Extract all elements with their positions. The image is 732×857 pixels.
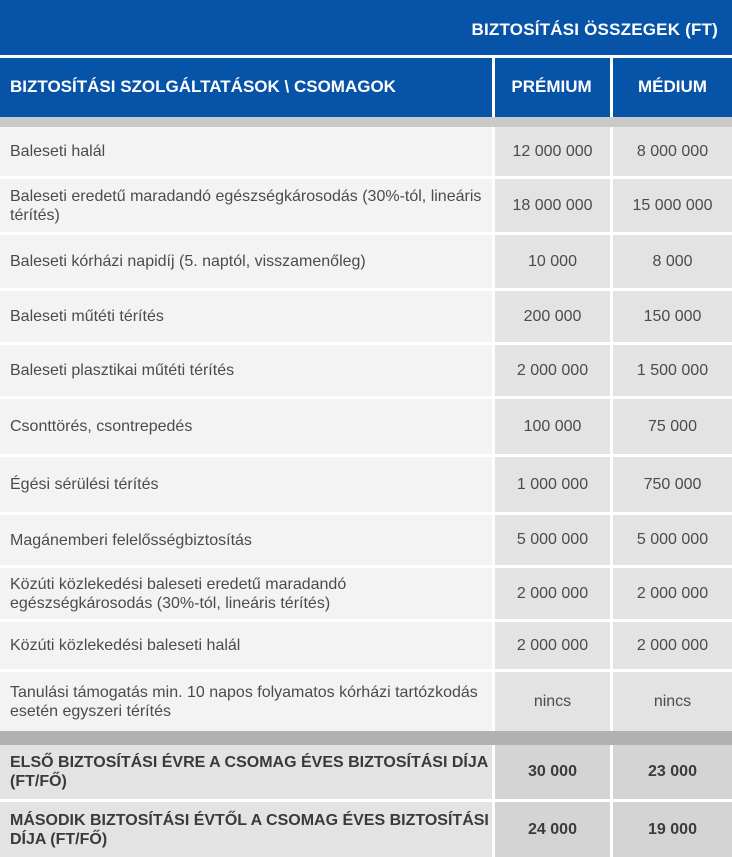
medium-value: 2 000 000 (613, 622, 732, 669)
row-label: Baleseti kórházi napidíj (5. naptól, visszamenőleg) (0, 235, 492, 288)
table-row (0, 127, 732, 179)
fee-label: ELSŐ BIZTOSÍTÁSI ÉVRE A CSOMAG ÉVES BIZTOSÍTÁSI DÍJA (FT/FŐ) (0, 745, 492, 799)
premium-fee: 24 000 (495, 802, 610, 857)
column-header-medium: MÉDIUM (638, 77, 707, 96)
table-row (0, 457, 732, 515)
column-divider (610, 58, 613, 117)
row-label: Csonttörés, csontrepedés (0, 399, 492, 454)
medium-value: nincs (613, 672, 732, 731)
medium-value: 150 000 (613, 291, 732, 342)
premium-value: 5 000 000 (495, 515, 610, 565)
column-divider (492, 58, 495, 117)
table-row (0, 345, 732, 399)
title-band (0, 0, 732, 58)
premium-value: nincs (495, 672, 610, 731)
medium-value: 15 000 000 (613, 179, 732, 232)
medium-value: 1 500 000 (613, 345, 732, 396)
header-separator-strip (0, 117, 732, 127)
premium-value: 2 000 000 (495, 345, 610, 396)
medium-value: 2 000 000 (613, 568, 732, 619)
premium-value: 2 000 000 (495, 622, 610, 669)
premium-value: 12 000 000 (495, 127, 610, 176)
table-row (0, 179, 732, 235)
medium-value: 8 000 000 (613, 127, 732, 176)
column-header-premium: PRÉMIUM (511, 77, 592, 96)
table-row (0, 235, 732, 291)
column-header-row (0, 58, 732, 117)
premium-value: 1 000 000 (495, 457, 610, 512)
table-row (0, 568, 732, 622)
row-label: Baleseti műtéti térítés (0, 291, 492, 342)
row-label: Magánemberi felelősségbiztosítás (0, 515, 492, 565)
premium-value: 100 000 (495, 399, 610, 454)
row-label: Baleseti plasztikai műtéti térítés (0, 345, 492, 396)
premium-value: 10 000 (495, 235, 610, 288)
fee-row-first-year (0, 745, 732, 802)
medium-value: 750 000 (613, 457, 732, 512)
row-label: Közúti közlekedési baleseti halál (0, 622, 492, 669)
coverage-rows (0, 127, 732, 731)
medium-fee: 23 000 (613, 745, 732, 799)
premium-value: 200 000 (495, 291, 610, 342)
premium-fee: 30 000 (495, 745, 610, 799)
row-label: Baleseti halál (0, 127, 492, 176)
fee-row-second-year (0, 802, 732, 857)
medium-value: 5 000 000 (613, 515, 732, 565)
premium-value: 18 000 000 (495, 179, 610, 232)
fee-label: MÁSODIK BIZTOSÍTÁSI ÉVTŐL A CSOMAG ÉVES BIZTOSÍTÁSI DÍJA (FT/FŐ) (0, 802, 492, 857)
row-label: Égési sérülési térítés (0, 457, 492, 512)
table-row (0, 622, 732, 672)
table-row (0, 291, 732, 345)
premium-value: 2 000 000 (495, 568, 610, 619)
fee-rows (0, 745, 732, 857)
medium-value: 75 000 (613, 399, 732, 454)
table-row (0, 672, 732, 731)
column-header-service: BIZTOSÍTÁSI SZOLGÁLTATÁSOK \ CSOMAGOK (10, 77, 396, 96)
table-title: BIZTOSÍTÁSI ÖSSZEGEK (FT) (471, 20, 718, 39)
medium-fee: 19 000 (613, 802, 732, 857)
table-row (0, 515, 732, 568)
medium-value: 8 000 (613, 235, 732, 288)
fee-separator-strip (0, 731, 732, 745)
row-label: Közúti közlekedési baleseti eredetű maradandó egészségkárosodás (30%-tól, lineáris térítés) (0, 568, 492, 619)
row-label: Baleseti eredetű maradandó egészségkárosodás (30%-tól, lineáris térítés) (0, 179, 492, 232)
table-row (0, 399, 732, 457)
row-label: Tanulási támogatás min. 10 napos folyamatos kórházi tartózkodás esetén egyszeri térítés (0, 672, 492, 731)
